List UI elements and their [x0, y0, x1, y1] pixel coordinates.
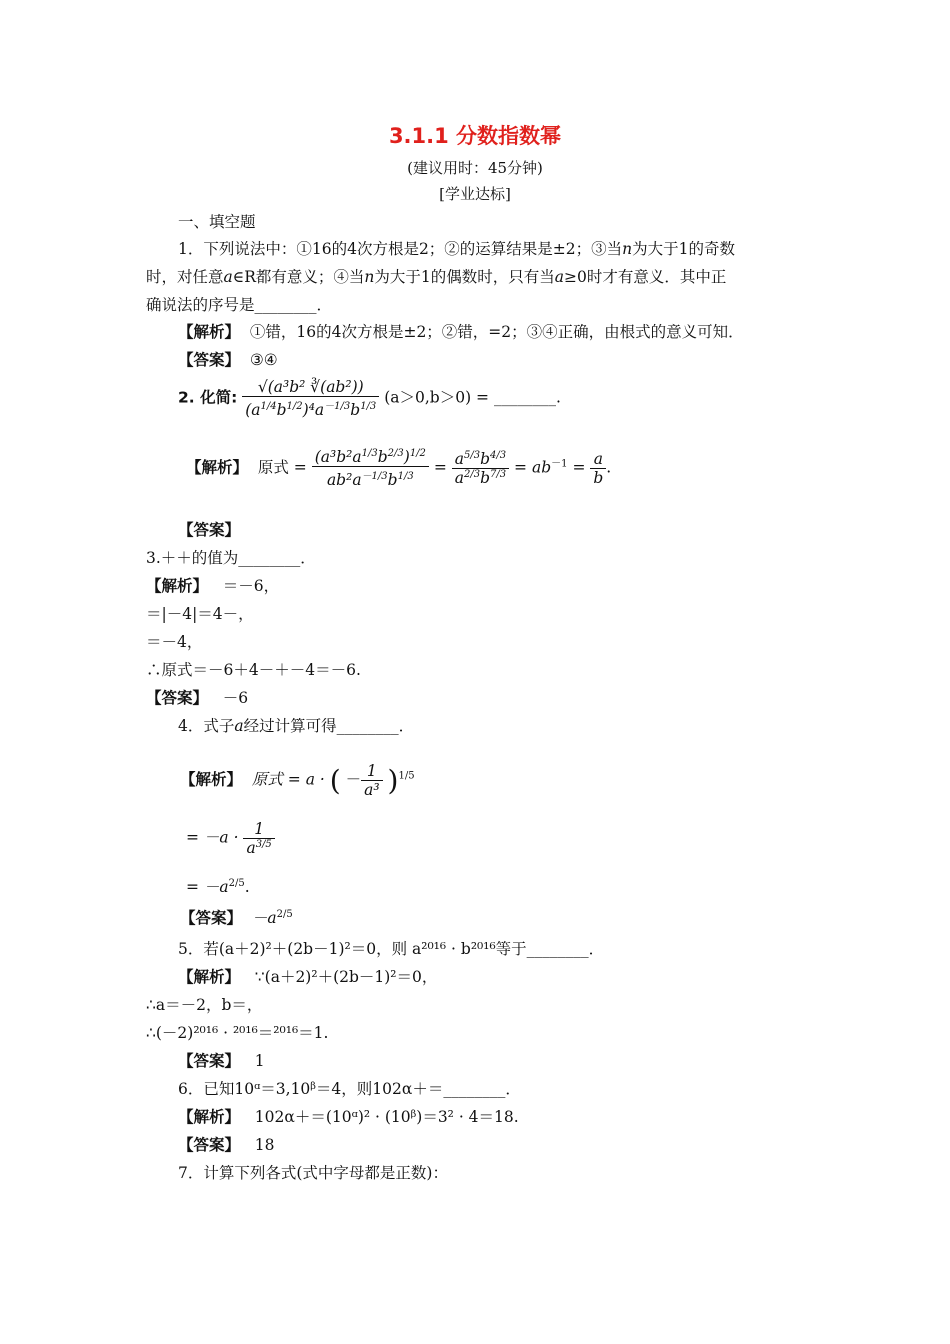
q5-step-3: ∴(－2)²⁰¹⁶ · ²⁰¹⁶＝²⁰¹⁶＝1. — [146, 1024, 329, 1042]
part-heading: 一、填空题 — [178, 213, 256, 231]
q3-step-3: ＝－4， — [146, 633, 203, 651]
q2-answer: 【答案】 — [178, 521, 241, 539]
q3-question: 3.＋＋的值为________． — [146, 549, 316, 567]
q3-answer: 【答案】 －6 — [146, 689, 249, 707]
q1-analysis: 【解析】 ①错，16的4次方根是±2；②错，=2；③④正确，由根式的意义可知． — [178, 323, 744, 341]
q2-question: 2. 化简: $\frac{\text{√(a³b² ∛(ab²))}}{(a^{1/4}b^{1/2})^4a^{-1/3}b^{1/3}}$ (a＞0,b＞0) = ________. — [178, 378, 561, 420]
q5-question: 5．若(a＋2)²＋(2b－1)²＝0，则 a²⁰¹⁶ · b²⁰¹⁶等于________． — [178, 940, 605, 958]
q5-analysis: 【解析】 ∵(a＋2)²＋(2b－1)²＝0， — [178, 968, 438, 986]
q3-analysis: 【解析】 ＝－6， — [146, 577, 280, 595]
q4-step-3: = $-a^{2/5}$. — [186, 877, 250, 896]
page-title: 3.1.1 分数指数幂 — [388, 124, 562, 148]
q2-fraction: $\frac{\text{√(a³b² ∛(ab²))}}{(a^{1/4}b^{1/2})^4a^{-1/3}b^{1/3}}$ — [242, 378, 379, 419]
q5-step-2: ∴a＝－2，b＝， — [146, 996, 263, 1014]
q1-line-3: 确说法的序号是________． — [146, 296, 333, 314]
q1-line-2: 时，对任意a∈R都有意义；④当n为大于1的偶数时，只有当a≥0时才有意义．其中正 — [146, 268, 727, 286]
q4-analysis: 【解析】 原式 = a · ( － $\frac{1}{\text{a³}}$ )$^{1/5}$ — [180, 762, 415, 799]
q4-answer: 【答案】 $-a^{2/5}$ — [180, 908, 293, 927]
q6-answer: 【答案】 18 — [178, 1136, 275, 1154]
q6-analysis: 【解析】 102α＋＝(10ᵅ)² · (10ᵝ)＝3² · 4＝18. — [178, 1108, 519, 1126]
q4-question: 4．式子a经过计算可得________． — [178, 717, 415, 735]
q3-step-2: ＝|－4|＝4－， — [146, 605, 254, 623]
q4-step-2: = －a · $\frac{1}{a^{3/5}}$ — [186, 820, 275, 857]
q7-question: 7．计算下列各式(式中字母都是正数)： — [178, 1164, 448, 1182]
section-label: [学业达标] — [439, 185, 511, 203]
time-suggestion: (建议用时：45分钟) — [407, 159, 543, 177]
q1-answer: 【答案】 ③④ — [178, 351, 278, 369]
q6-question: 6．已知10ᵅ＝3,10ᵝ＝4，则102α＋＝________． — [178, 1080, 521, 1098]
q3-step-4: ∴原式＝－6＋4－＋－4＝－6. — [146, 661, 361, 679]
q2-analysis: 【解析】 原式 = $\frac{(a^3b^2a^{1/3}b^{2/3})^{1/2}}{ab^2a^{-1/3}b^{1/3}}$ = $\frac{a^{5/3}b^{4/3}}{a^{2/3}b^{7/3}}$ = $ab^{-1}$ = $\frac{a}{b}$ . — [186, 448, 612, 490]
q5-answer: 【答案】 1 — [178, 1052, 265, 1070]
q1-line-1: 1．下列说法中：①16的4次方根是2；②的运算结果是±2；③当n为大于1的奇数 — [178, 240, 736, 258]
